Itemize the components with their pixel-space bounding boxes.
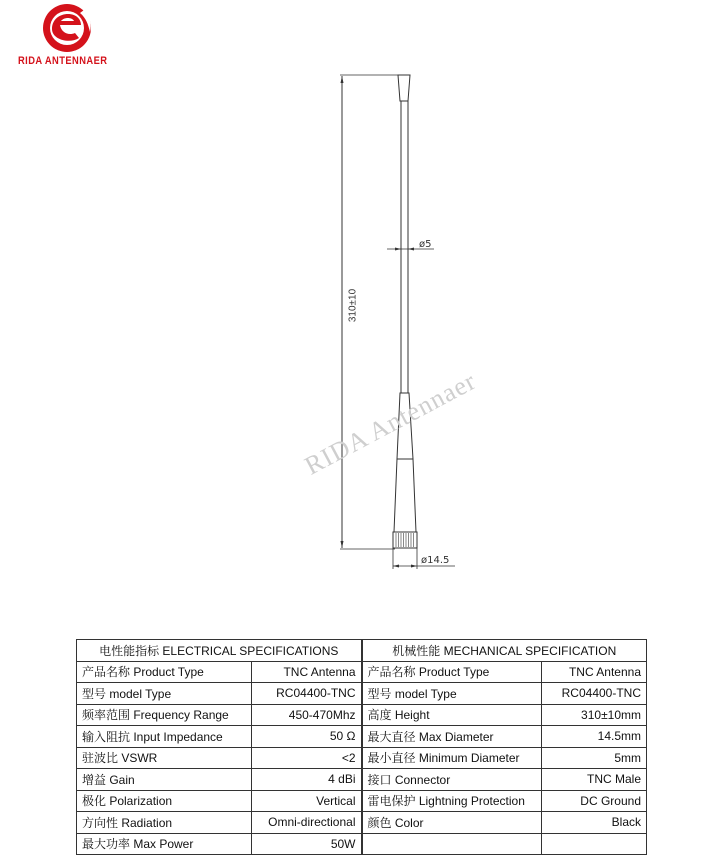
mechanical-value: 310±10mm [542, 704, 647, 726]
table-row [77, 812, 647, 834]
electrical-label: 最大功率 Max Power [77, 833, 252, 855]
electrical-label: 型号 model Type [77, 683, 252, 705]
table-header-row [77, 640, 647, 662]
mechanical-value: 5mm [542, 747, 647, 769]
electrical-label: 极化 Polarization [77, 790, 252, 812]
electrical-label: 频率范围 Frequency Range [77, 704, 252, 726]
table-row [77, 683, 647, 705]
electrical-label: 增益 Gain [77, 769, 252, 791]
mechanical-value: 14.5mm [542, 726, 647, 748]
base-diameter-label: ø14.5 [421, 555, 450, 566]
mechanical-value [542, 833, 647, 855]
table-row [77, 704, 647, 726]
mechanical-value: TNC Male [542, 769, 647, 791]
electrical-label: 输入阻抗 Input Impedance [77, 726, 252, 748]
watermark-text: RIDA Antennaer [300, 366, 481, 481]
mechanical-label: 最大直径 Max Diameter [362, 726, 542, 748]
electrical-value: Omni-directional [252, 812, 362, 834]
mechanical-value: Black [542, 812, 647, 834]
electrical-value: RC04400-TNC [252, 683, 362, 705]
total-length-label: 310±10 [347, 288, 359, 323]
electrical-value: <2 [252, 747, 362, 769]
electrical-value: 50 Ω [252, 726, 362, 748]
electrical-label: 驻波比 VSWR [77, 747, 252, 769]
electrical-value: Vertical [252, 790, 362, 812]
electrical-spec-header: 电性能指标 ELECTRICAL SPECIFICATIONS [77, 640, 362, 662]
electrical-label: 产品名称 Product Type [77, 661, 252, 683]
electrical-label: 方向性 Radiation [77, 812, 252, 834]
table-row [77, 726, 647, 748]
mechanical-label [362, 833, 542, 855]
electrical-value: 450-470Mhz [252, 704, 362, 726]
mechanical-label: 颜色 Color [362, 812, 542, 834]
mechanical-value: RC04400-TNC [542, 683, 647, 705]
table-row [77, 790, 647, 812]
table-row [77, 661, 647, 683]
mechanical-label: 高度 Height [362, 704, 542, 726]
table-row [77, 833, 647, 855]
mechanical-value: DC Ground [542, 790, 647, 812]
electrical-value: 4 dBi [252, 769, 362, 791]
table-row [77, 769, 647, 791]
mechanical-label: 雷电保护 Lightning Protection [362, 790, 542, 812]
mechanical-label: 接口 Connector [362, 769, 542, 791]
specification-table [76, 639, 647, 855]
mechanical-label: 型号 model Type [362, 683, 542, 705]
table-row [77, 747, 647, 769]
electrical-value: TNC Antenna [252, 661, 362, 683]
mechanical-label: 产品名称 Product Type [362, 661, 542, 683]
electrical-value: 50W [252, 833, 362, 855]
mechanical-value: TNC Antenna [542, 661, 647, 683]
brand-name: RIDA ANTENNAER [18, 55, 108, 67]
whip-diameter-label: ø5 [419, 239, 432, 250]
mechanical-spec-header: 机械性能 MECHANICAL SPECIFICATION [362, 640, 647, 662]
mechanical-label: 最小直径 Minimum Diameter [362, 747, 542, 769]
